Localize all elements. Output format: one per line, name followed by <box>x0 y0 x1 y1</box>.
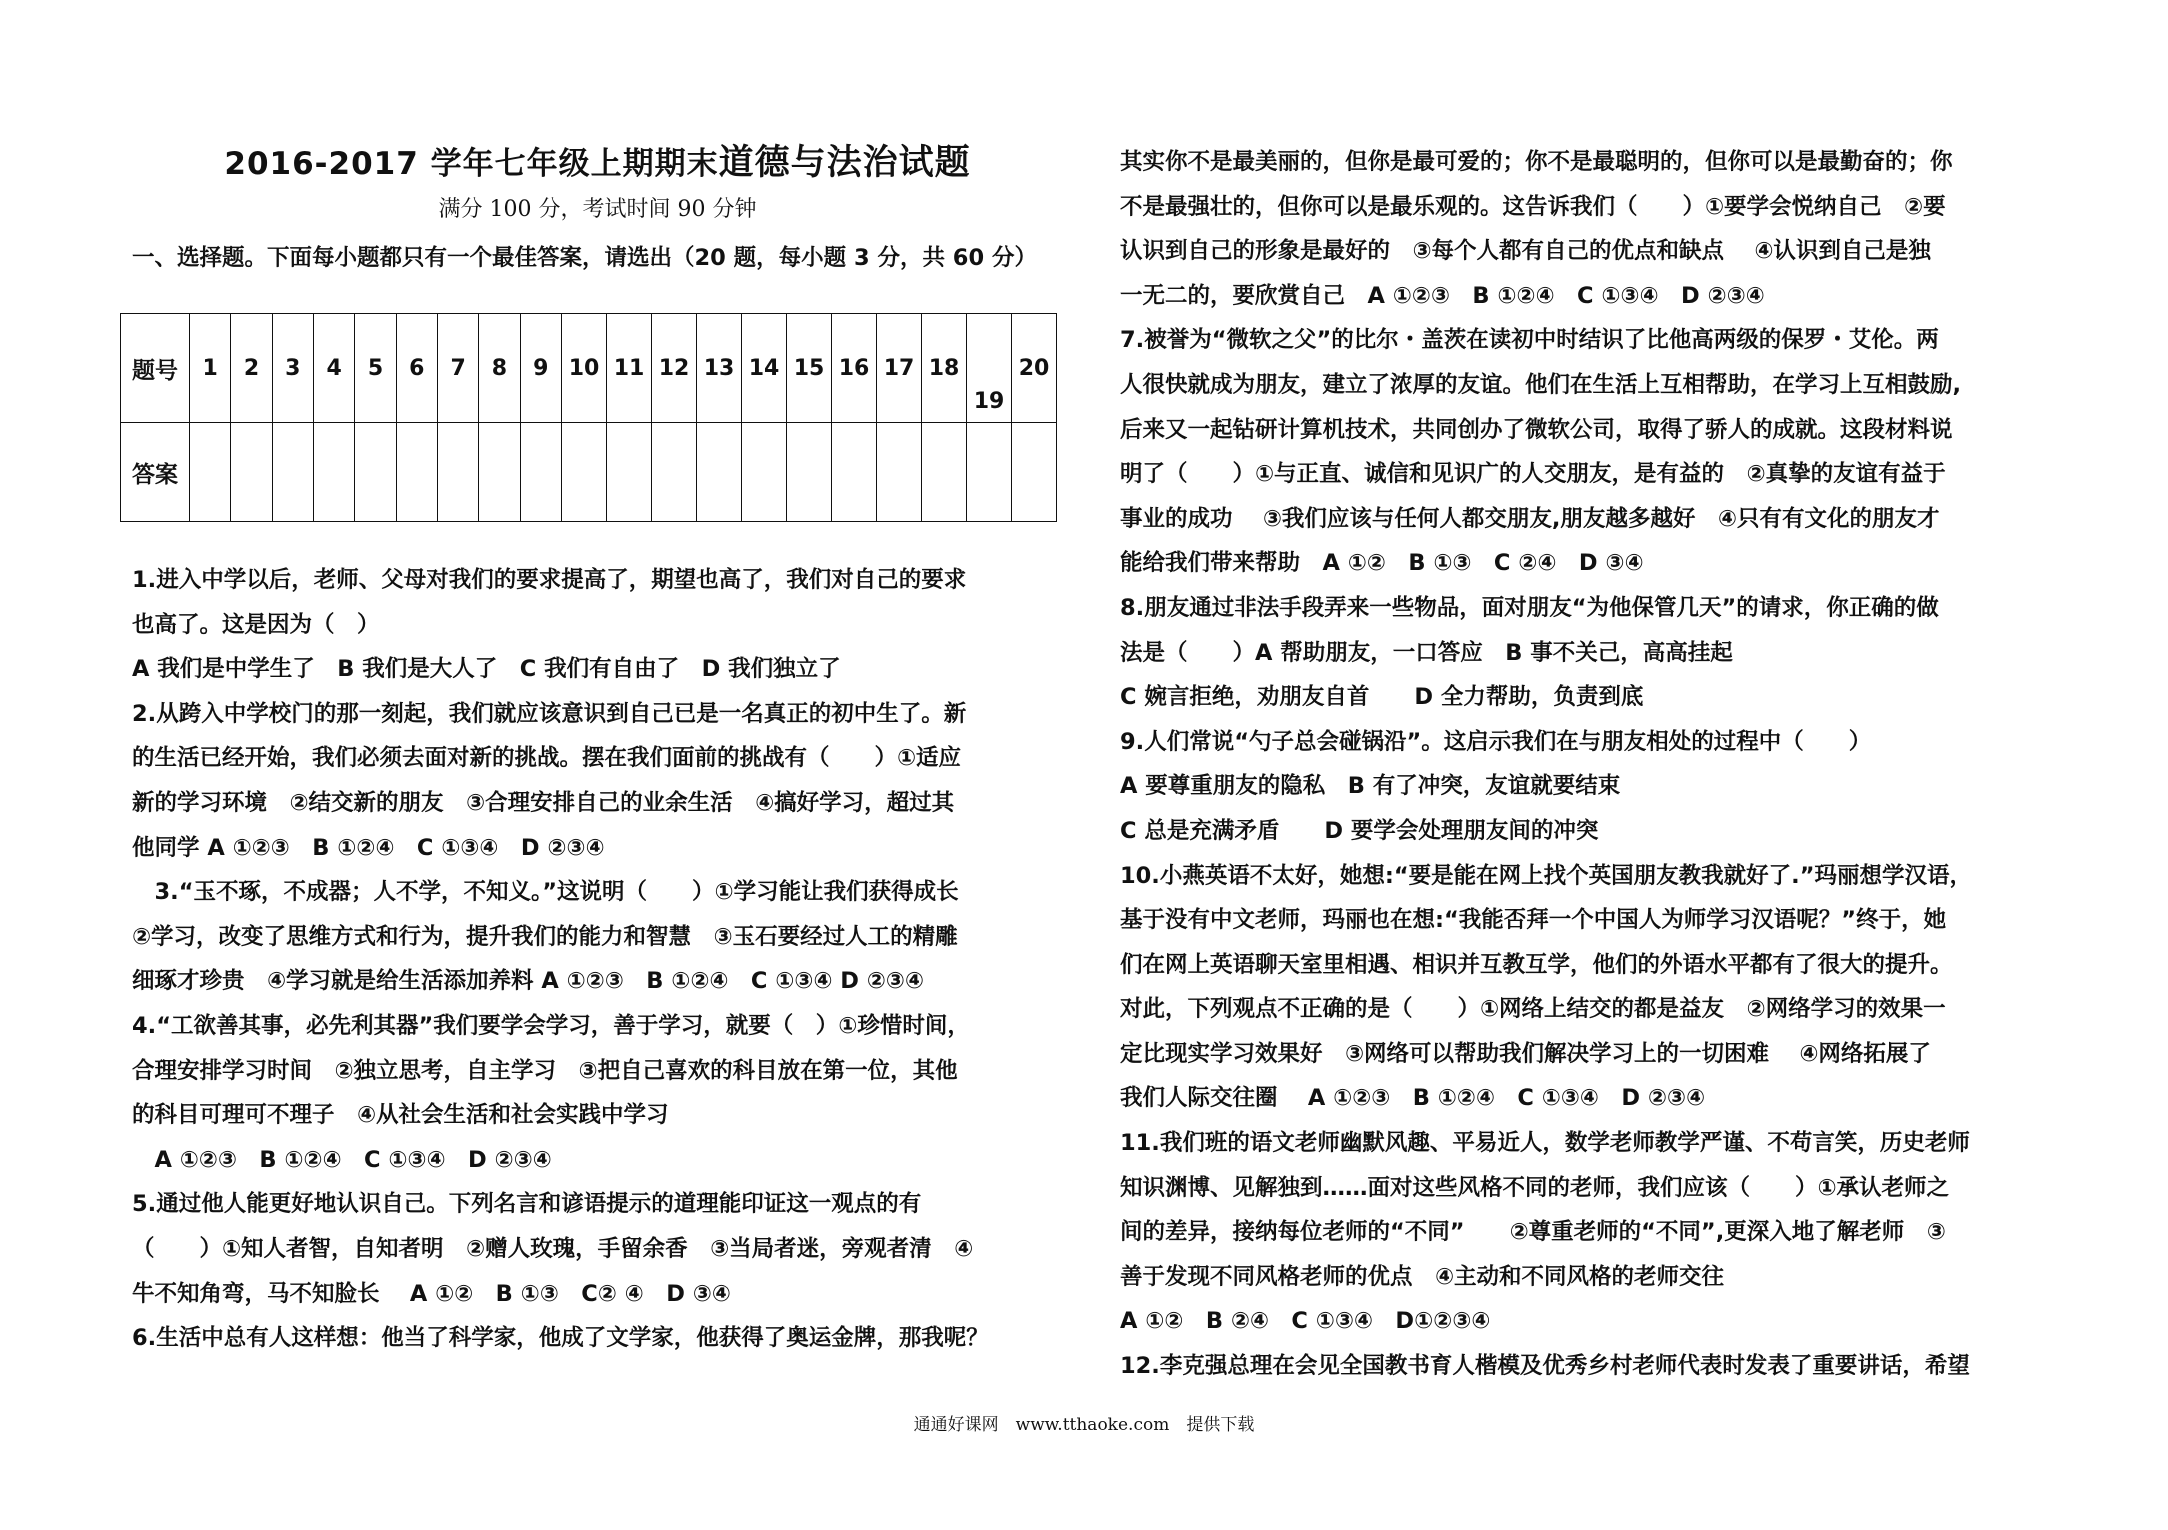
text-line: 7.被誉为“微软之父”的比尔・盖茨在读初中时结识了比他高两级的保罗・艾伦。两 <box>1120 327 1939 354</box>
qnum-cell: 12 <box>652 314 697 423</box>
text-line: 间的差异，接纳每位老师的“不同” ②尊重老师的“不同”,更深入地了解老师 ③ <box>1120 1219 1946 1246</box>
text-line: 1.进入中学以后，老师、父母对我们的要求提高了，期望也高了，我们对自己的要求 <box>132 567 967 593</box>
answer-cell[interactable] <box>967 423 1012 522</box>
left-questions <box>132 558 1072 1361</box>
text-line: 4.“工欲善其事，必先利其器”我们要学会学习，善于学习，就要（ ）①珍惜时间， <box>132 1012 970 1039</box>
text-line: 定比现实学习效果好 ③网络可以帮助我们解决学习上的一切困难 ④网络拓展了 <box>1120 1040 1931 1067</box>
qnum-cell: 17 <box>877 314 922 423</box>
qnum-cell: 2 <box>231 314 272 423</box>
answer-cell[interactable] <box>697 423 742 522</box>
answer-cell[interactable] <box>832 423 877 522</box>
qnum-cell: 4 <box>313 314 354 423</box>
qnum-cell: 16 <box>832 314 877 423</box>
answer-cell[interactable] <box>313 423 354 522</box>
answer-cell[interactable] <box>272 423 313 522</box>
right-questions <box>1120 140 2065 1389</box>
text-line: 12.李克强总理在会见全国教书育人楷模及优秀乡村老师代表时发表了重要讲话，希望 <box>1120 1353 1970 1380</box>
text-line: （ ）①知人者智，自知者明 ②赠人玫瑰，手留余香 ③当局者迷，旁观者清 ④ <box>132 1235 974 1262</box>
text-line: 善于发现不同风格老师的优点 ④主动和不同风格的老师交往 <box>1120 1263 1725 1290</box>
qnum-cell: 10 <box>562 314 607 423</box>
answer-cell[interactable] <box>877 423 922 522</box>
answer-cell[interactable] <box>742 423 787 522</box>
text-line: 人很快就成为朋友，建立了浓厚的友谊。他们在生活上互相帮助，在学习上互相鼓励, <box>1120 371 1962 398</box>
answer-row <box>121 423 1057 522</box>
text-line: 基于没有中文老师，玛丽也在想:“我能否拜一个中国人为师学习汉语呢？”终于，她 <box>1120 907 1947 934</box>
answer-cell[interactable] <box>355 423 396 522</box>
answer-cell[interactable] <box>922 423 967 522</box>
qnum-cell: 3 <box>272 314 313 423</box>
answer-table <box>120 313 1057 522</box>
text-line: 我们人际交往圈 A ①②③ B ①②④ C ①③④ D ②③④ <box>1120 1085 1706 1112</box>
answer-cell[interactable] <box>231 423 272 522</box>
text-line: 新的学习环境 ②结交新的朋友 ③合理安排自己的业余生活 ④搞好学习，超过其 <box>132 789 955 816</box>
text-line: 9.人们常说“勺子总会碰锅沿”。这启示我们在与朋友相处的过程中（ ） <box>1120 728 1872 755</box>
answer-cell[interactable] <box>396 423 437 522</box>
text-line: 8.朋友通过非法手段弄来一些物品，面对朋友“为他保管几天”的请求，你正确的做 <box>1120 594 1939 621</box>
text-line: 2.从跨入中学校门的那一刻起，我们就应该意识到自己已是一名真正的初中生了。新 <box>132 700 967 727</box>
text-line: 们在网上英语聊天室里相遇、相识并互教互学，他们的外语水平都有了很大的提升。 <box>1120 951 1953 978</box>
page-title <box>120 135 1075 185</box>
text-line: 法是（ ）A 帮助朋友，一口答应 B 事不关己，高高挂起 <box>1120 639 1733 666</box>
text-line: 的科目可理可不理子 ④从社会生活和社会实践中学习 <box>132 1102 669 1129</box>
qnum-cell: 19 <box>967 314 1012 423</box>
qnum-cell: 7 <box>437 314 478 423</box>
answer-cell[interactable] <box>437 423 478 522</box>
qnum-cell: 15 <box>787 314 832 423</box>
qnum-cell: 20 <box>1012 314 1057 423</box>
text-line: C 总是充满矛盾 D 要学会处理朋友间的冲突 <box>1120 817 1599 844</box>
text-line: 一无二的，要欣赏自己 A ①②③ B ①②④ C ①③④ D ②③④ <box>1120 282 1765 309</box>
qnum-cell: 9 <box>520 314 561 423</box>
text-line: 后来又一起钻研计算机技术，共同创办了微软公司，取得了骄人的成就。这段材料说 <box>1120 416 1953 443</box>
answer-cell[interactable] <box>787 423 832 522</box>
text-line: A ①② B ②④ C ①③④ D①②③④ <box>1120 1308 1491 1335</box>
qnum-cell: 14 <box>742 314 787 423</box>
answer-cell[interactable] <box>562 423 607 522</box>
text-line: 其实你不是最美丽的，但你是最可爱的；你不是最聪明的，但你可以是最勤奋的；你 <box>1120 149 1953 175</box>
text-line: A 要尊重朋友的隐私 B 有了冲突，友谊就要结束 <box>1120 773 1621 800</box>
text-line: 对此，下列观点不正确的是（ ）①网络上结交的都是益友 ②网络学习的效果一 <box>1120 996 1946 1023</box>
page-footer: 通通好课网 www.tthaoke.com 提供下载 <box>913 1415 1255 1435</box>
answer-cell[interactable] <box>652 423 697 522</box>
text-line: ②学习，改变了思维方式和行为，提升我们的能力和智慧 ③玉石要经过人工的精雕 <box>132 923 958 950</box>
text-line: 10.小燕英语不太好，她想:“要是能在网上找个英国朋友教我就好了.”玛丽想学汉语， <box>1120 862 1972 889</box>
page-subtitle: 满分 100 分，考试时间 90 分钟 <box>438 197 757 222</box>
title-part2: 道德与法治试题 <box>718 143 971 183</box>
text-line: C 婉言拒绝，劝朋友自首 D 全力帮助，负责到底 <box>1120 684 1644 711</box>
text-line: A ①②③ B ①②④ C ①③④ D ②③④ <box>132 1146 552 1173</box>
text-line: 明了（ ）①与正直、诚信和见识广的人交朋友，是有益的 ②真挚的友谊有益于 <box>1120 461 1946 488</box>
qnum-cell: 5 <box>355 314 396 423</box>
text-line: A 我们是中学生了 B 我们是大人了 C 我们有自由了 D 我们独立了 <box>132 656 841 683</box>
qnum-cell: 1 <box>190 314 231 423</box>
text-line: 知识渊博、见解独到……面对这些风格不同的老师，我们应该（ ）①承认老师之 <box>1120 1174 1950 1201</box>
text-line: 5.通过他人能更好地认识自己。下列名言和谚语提示的道理能印证这一观点的有 <box>132 1191 922 1218</box>
text-line: 事业的成功 ③我们应该与任何人都交朋友,朋友越多越好 ④只有有文化的朋友才 <box>1120 505 1940 532</box>
text-line: 认识到自己的形象是最好的 ③每个人都有自己的优点和缺点 ④认识到自己是独 <box>1120 238 1931 265</box>
text-line: 11.我们班的语文老师幽默风趣、平易近人，数学老师教学严谨、不苟言笑，历史老师 <box>1120 1130 1970 1157</box>
row-label-answer: 答案 <box>121 423 190 522</box>
answer-cell[interactable] <box>190 423 231 522</box>
text-line: 他同学 A ①②③ B ①②④ C ①③④ D ②③④ <box>132 834 605 861</box>
text-line: 能给我们带来帮助 A ①② B ①③ C ②④ D ③④ <box>1120 550 1644 577</box>
text-line: 也高了。这是因为（ ） <box>132 611 380 638</box>
text-line: 6.生活中总有人这样想：他当了科学家，他成了文学家，他获得了奥运金牌，那我呢？ <box>132 1325 989 1352</box>
text-line: 细琢才珍贵 ④学习就是给生活添加养料 A ①②③ B ①②④ C ①③④ D ②③④ <box>132 968 924 995</box>
qnum-cell: 6 <box>396 314 437 423</box>
qnum-cell: 13 <box>697 314 742 423</box>
answer-cell[interactable] <box>479 423 520 522</box>
answer-cell[interactable] <box>520 423 561 522</box>
qnum-cell: 11 <box>607 314 652 423</box>
qnum-cell: 18 <box>922 314 967 423</box>
answer-cell[interactable] <box>1012 423 1057 522</box>
qnum-cell: 8 <box>479 314 520 423</box>
row-label-number: 题号 <box>121 314 190 423</box>
question-number-row <box>121 314 1057 423</box>
title-part1: 2016-2017 学年七年级上期期末 <box>224 146 719 182</box>
text-line: 合理安排学习时间 ②独立思考，自主学习 ③把自己喜欢的科目放在第一位，其他 <box>132 1057 958 1084</box>
text-line: 的生活已经开始，我们必须去面对新的挑战。摆在我们面前的挑战有（ ）①适应 <box>132 745 962 772</box>
section-heading: 一、选择题。下面每小题都只有一个最佳答案，请选出（20 题，每小题 3 分，共 60 分） <box>132 245 1037 271</box>
text-line: 牛不知角弯，马不知脸长 A ①② B ①③ C② ④ D ③④ <box>132 1280 731 1307</box>
answer-cell[interactable] <box>607 423 652 522</box>
text-line: 不是最强壮的，但你可以是最乐观的。这告诉我们（ ）①要学会悦纳自己 ②要 <box>1120 193 1946 220</box>
text-line: 3.“玉不琢，不成器；人不学，不知义。”这说明（ ）①学习能让我们获得成长 <box>132 879 959 906</box>
